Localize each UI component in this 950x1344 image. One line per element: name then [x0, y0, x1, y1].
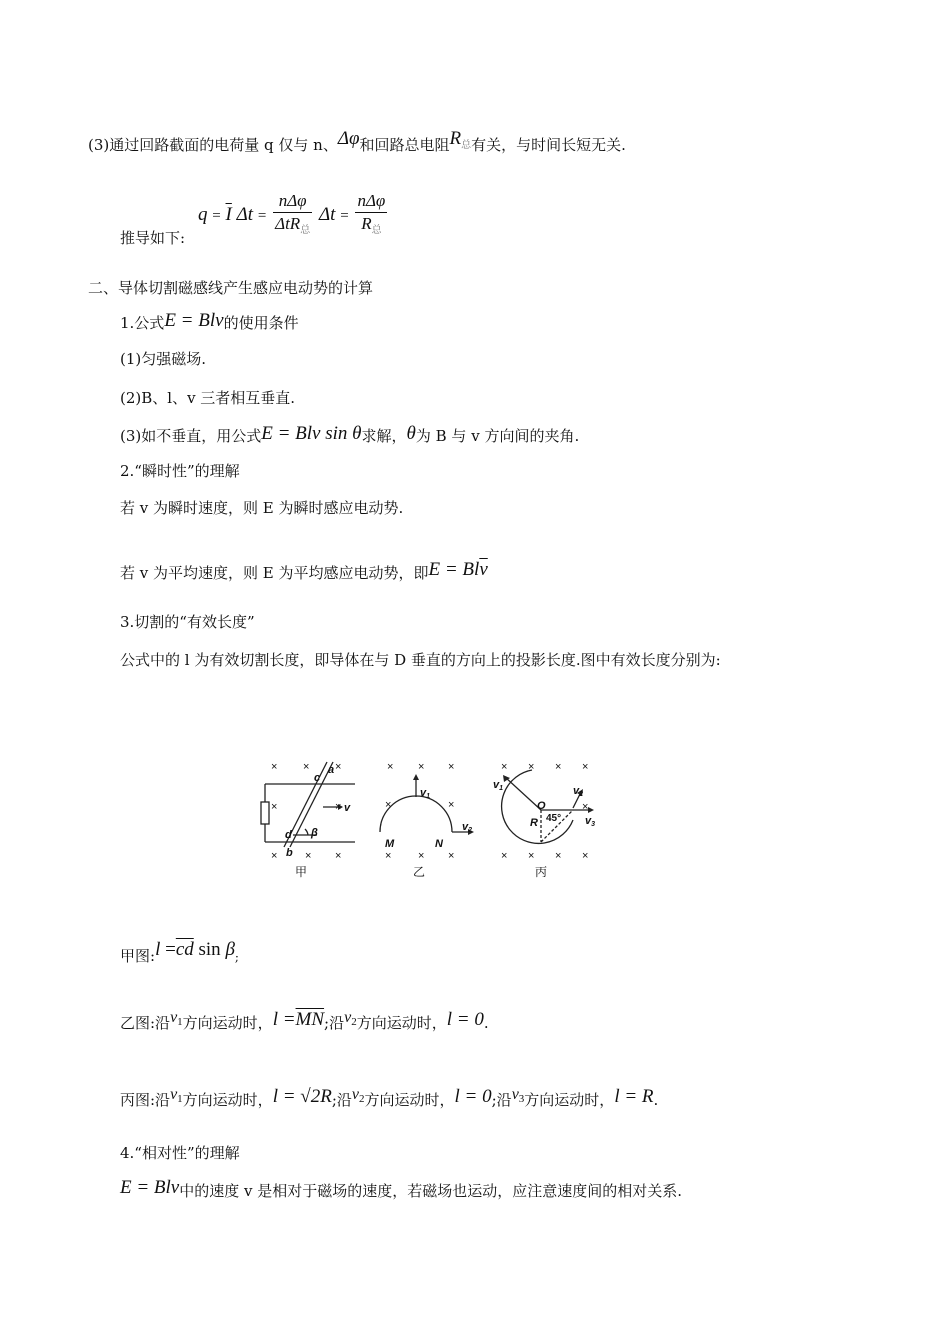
cross-mark: × [335, 850, 342, 862]
fraction-1: $\frac{\text{nΔφ}}{\Delta tR_总}$ [275, 191, 311, 236]
svg-text:a: a [328, 764, 335, 776]
cross-mark: × [448, 850, 455, 862]
cross-mark: × [305, 850, 312, 862]
cross-mark: × [501, 850, 508, 862]
cross-mark: × [303, 761, 310, 773]
cross-mark: × [335, 801, 342, 813]
delta-phi: Δφ [337, 128, 360, 149]
cross-mark: × [271, 801, 278, 813]
condition-1: (1)匀强磁场. [120, 350, 207, 368]
cross-mark: × [555, 761, 562, 773]
cross-mark: × [385, 799, 392, 811]
cross-mark: × [555, 850, 562, 862]
effective-length-figure [255, 752, 615, 882]
item1-title: 1.公式E = Blv的使用条件 [120, 310, 299, 332]
cross-mark: × [448, 761, 455, 773]
jia-result: 甲图:l $=\overline{cd}$ sin β; [120, 939, 239, 965]
svg-text:d: d [285, 829, 292, 841]
charge-prefix: (3)通过回路截面的电荷量 q 仅与 n、 [88, 136, 338, 154]
cross-mark: × [335, 761, 342, 773]
caption-yi: 乙 [413, 865, 426, 879]
cross-mark: × [271, 850, 278, 862]
bing-result: 丙图:沿$v_1$方向运动时，l = √2R;沿$v_2$方向运动时，l = 0;沿$v_3$方向运动时，l = R. [120, 1086, 659, 1109]
svg-text:v: v [344, 802, 351, 814]
item4-body: E = Blv中的速度 v 是相对于磁场的速度，若磁场也运动，应注意速度间的相对关系. [120, 1177, 683, 1200]
r-total: $R_总$ [449, 128, 472, 151]
yi-result: 乙图:沿$v_1$方向运动时，$l =\overline{MN}$;沿$v_2$方向运动时，l = 0. [120, 1009, 489, 1032]
derivation-formula: $q = \overline{I}$ Δt = $\frac{\text{nΔφ}}{\Delta tR_总}$ Δt = $\frac{\text{nΔφ}}{R_总}$ [198, 190, 389, 242]
cross-mark: × [582, 761, 589, 773]
cross-mark: × [271, 761, 278, 773]
cross-mark: × [582, 850, 589, 862]
cross-mark: × [418, 761, 425, 773]
caption-bing: 丙 [535, 865, 548, 879]
item2-title: 2.“瞬时性”的理解 [120, 462, 240, 480]
caption-jia: 甲 [295, 865, 308, 879]
cross-mark: × [385, 850, 392, 862]
fraction-2: $\frac{\text{nΔφ}}{R_总}$ [357, 191, 386, 236]
condition-3: (3)如不垂直，用公式E = Blv sin θ求解，θ为 B 与 v 方向间的夹角. [120, 423, 580, 445]
svg-text:c: c [314, 772, 321, 784]
cross-mark: × [528, 761, 535, 773]
charge-suffix: 有关，与时间长短无关. [471, 136, 626, 154]
svg-text:v2: v2 [573, 785, 584, 798]
section-heading: 二、导体切割磁感线产生感应电动势的计算 [88, 279, 374, 297]
condition-2: (2)B、l、v 三者相互垂直. [120, 389, 296, 407]
charge-statement [88, 128, 626, 162]
cross-mark: × [418, 850, 425, 862]
item3-body: 公式中的 l 为有效切割长度，即导体在与 D 垂直的方向上的投影长度.图中有效长度分别为: [120, 651, 721, 669]
cross-mark: × [528, 850, 535, 862]
instantaneous-line: 若 v 为瞬时速度，则 E 为瞬时感应电动势. [120, 499, 404, 517]
cross-mark: × [582, 801, 589, 813]
svg-text:R: R [530, 817, 538, 829]
item4-title: 4.“相对性”的理解 [120, 1144, 240, 1162]
svg-text:v2: v2 [462, 821, 473, 834]
svg-text:v1: v1 [493, 779, 504, 792]
charge-middle: 和回路总电阻 [359, 136, 450, 154]
cross-mark: × [501, 761, 508, 773]
svg-text:M: M [385, 838, 395, 850]
svg-text:b: b [286, 847, 293, 859]
cross-mark: × [387, 761, 394, 773]
svg-text:v3: v3 [585, 815, 596, 828]
svg-text:β: β [311, 827, 318, 839]
derivation-label: 推导如下: [120, 229, 186, 247]
svg-text:v1: v1 [420, 787, 431, 800]
cross-mark: × [448, 799, 455, 811]
svg-text:N: N [435, 838, 443, 850]
average-line: 若 v 为平均速度，则 E 为平均感应电动势，即$E = Bl\overline{v}$ [120, 559, 488, 582]
svg-text:O: O [537, 800, 546, 812]
svg-text:45°: 45° [546, 813, 562, 824]
item3-title: 3.切割的“有效长度” [120, 613, 255, 631]
